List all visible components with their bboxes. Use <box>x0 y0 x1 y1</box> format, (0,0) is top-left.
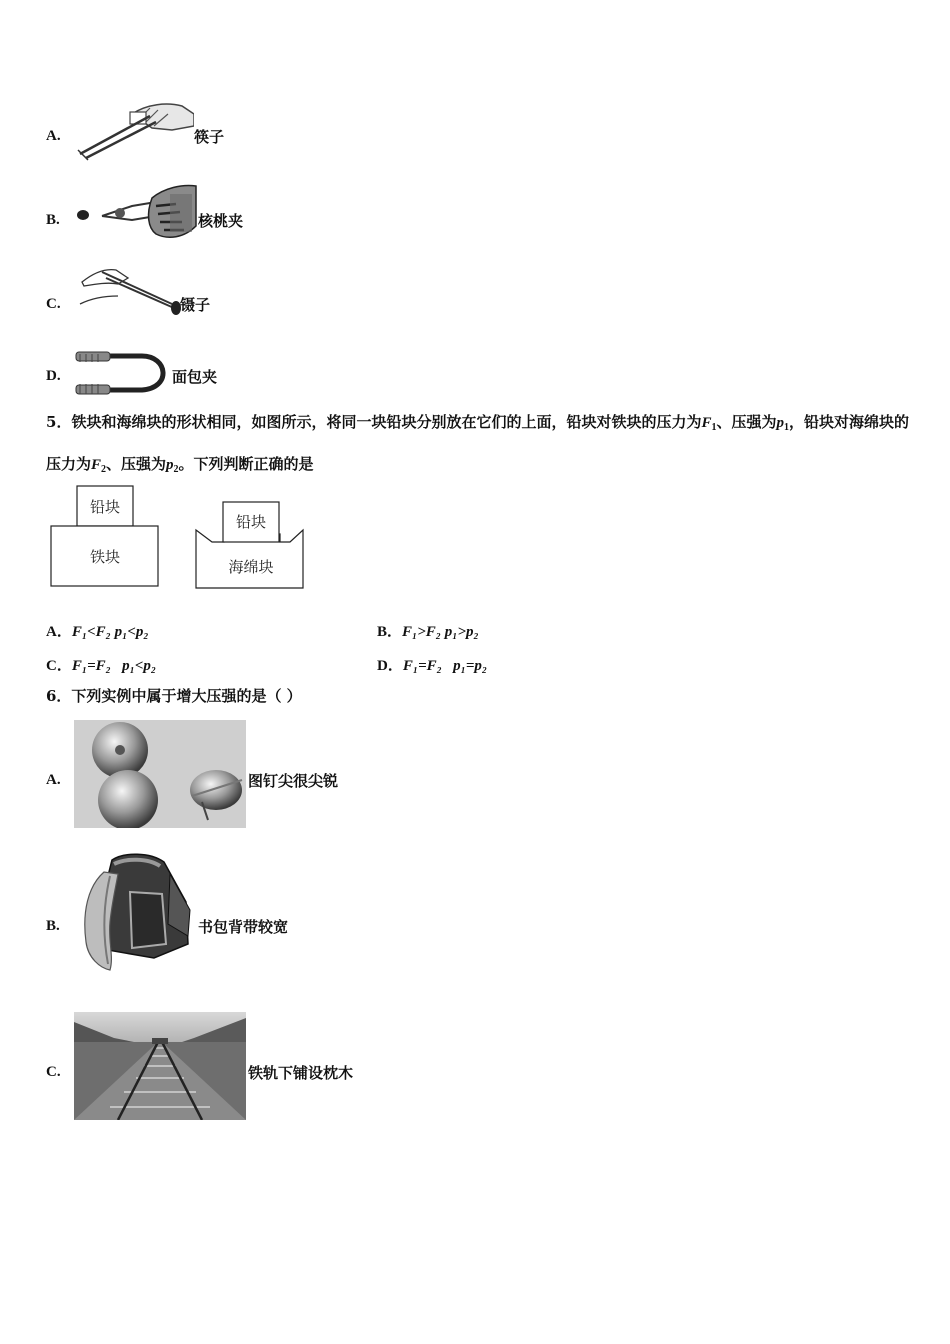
q6-option-a-caption: 图钉尖很尖锐 <box>248 772 339 790</box>
label-left-lead: 铅块 <box>89 498 121 516</box>
backpack-photo <box>74 852 194 976</box>
q4-option-a-letter: A. <box>46 128 61 144</box>
q5-f1-sub: 1 <box>711 422 717 433</box>
q5-p2-sub: 2 <box>173 464 179 475</box>
tweezers-icon <box>72 262 182 318</box>
q5-f2-sub: 2 <box>101 464 107 475</box>
q4-option-b-caption: 核桃夹 <box>198 212 244 230</box>
q5-option-b-expr: F₁>F₂ p₁>p₂ <box>402 624 479 640</box>
q6-option-b-letter: B. <box>46 918 60 934</box>
q5-option-c-expr: F₁=F₂ p₁<p₂ <box>71 658 157 674</box>
label-sponge: 海绵块 <box>228 558 274 576</box>
label-iron: 铁块 <box>89 548 121 566</box>
q5-option-a-letter: A． <box>46 624 72 640</box>
q5-stem <box>46 404 912 488</box>
q6-option-b-caption: 书包背带较宽 <box>198 918 289 936</box>
q5-diagram <box>48 484 310 592</box>
q4-option-c-letter: C. <box>46 296 61 312</box>
q5-p2: p <box>166 457 174 473</box>
q5-f1: F <box>701 415 712 431</box>
chopsticks-icon <box>72 100 194 162</box>
q6-option-c-letter: C. <box>46 1064 61 1080</box>
q4-option-c-caption: 镊子 <box>180 296 211 314</box>
railway-photo <box>74 1012 246 1120</box>
q5-p1-sub: 1 <box>783 422 789 433</box>
q4-option-d-letter: D. <box>46 368 61 384</box>
q5-option-c-letter: C． <box>46 658 72 674</box>
q4-option-a-caption: 筷子 <box>194 128 225 146</box>
q5-option-b-letter: B． <box>377 624 403 640</box>
q5-option-d-letter: D． <box>377 658 403 674</box>
label-right-lead: 铅块 <box>235 513 267 531</box>
q5-text-1: ．铁块和海绵块的形状相同，如图所示，将同一块铅块分别放在它们的上面，铅块对铁块的压力为 <box>56 413 702 431</box>
q6-option-c-caption: 铁轨下铺设枕木 <box>248 1064 354 1082</box>
q5-p1: p <box>776 415 784 431</box>
q5-text-3: ，铅块对海绵块的压力为 <box>46 413 909 473</box>
q5-option-a[interactable] <box>46 620 149 641</box>
q5-number: 5 <box>46 413 57 431</box>
thumbtack-photo <box>74 720 246 828</box>
q4-option-d-caption: 面包夹 <box>172 368 218 386</box>
q6-option-a-letter: A. <box>46 772 61 788</box>
q5-text-4: 、压强为 <box>106 455 167 473</box>
q5-option-a-expr: F₁<F₂ p₁<p₂ <box>71 624 149 640</box>
q5-option-d[interactable] <box>377 654 487 675</box>
q5-option-d-expr: F₁=F₂ p₁=p₂ <box>402 658 488 674</box>
q4-option-b-letter: B. <box>46 212 60 228</box>
nutcracker-icon <box>72 182 198 244</box>
q6-stem: 6．下列实例中属于增大压强的是（ ） <box>46 687 302 705</box>
bread-tongs-icon <box>72 348 176 398</box>
q5-f2: F <box>91 457 102 473</box>
q5-option-c[interactable] <box>46 654 156 675</box>
q5-text-5: 。下列判断正确的是 <box>178 455 314 473</box>
q5-text-2: 、压强为 <box>716 413 777 431</box>
q5-option-b[interactable] <box>377 620 479 641</box>
